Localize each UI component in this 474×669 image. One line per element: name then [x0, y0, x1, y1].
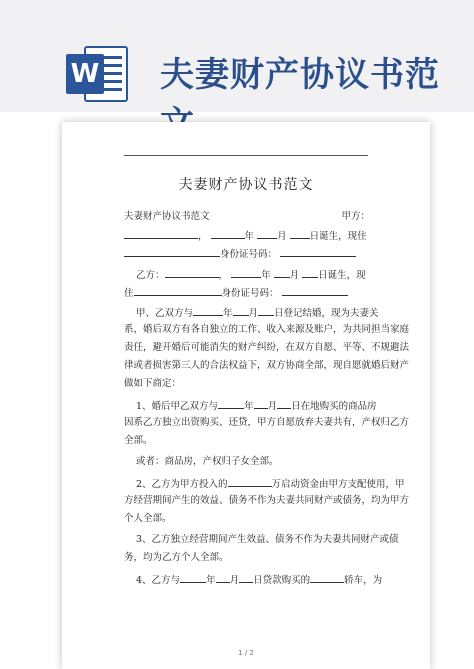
banner-title: 夫妻财产协议书范: [160, 55, 440, 95]
doc-text: 年: [244, 401, 254, 412]
doc-text: 月: [267, 401, 278, 412]
blank-field: [302, 268, 318, 278]
blank-field: [193, 306, 223, 316]
blank-field: [165, 268, 219, 278]
doc-text: ，: [198, 231, 208, 242]
doc-text: 住: [124, 288, 134, 299]
doc-text: 日在地购买的商品房: [291, 401, 377, 412]
doc-text: 乙方：: [136, 270, 165, 281]
doc-text: 身份证号码：: [221, 288, 279, 299]
doc-text: 月: [229, 575, 240, 586]
doc-line: [136, 268, 374, 282]
blank-field: [277, 399, 291, 409]
blank-field: [216, 573, 230, 583]
doc-line: 责任，避开婚后可能消失的财产纠纷，在双方自愿、平等、不规避法: [124, 342, 410, 353]
doc-line: [136, 399, 377, 413]
blank-field: [310, 573, 344, 583]
doc-text: 甲、乙双方与: [136, 308, 194, 319]
doc-line: [124, 229, 374, 243]
doc-text: 1、婚后甲乙双方与: [136, 401, 219, 412]
doc-text: 万启动资金由甲方支配使用，甲: [271, 479, 405, 490]
doc-text: 身份证号码：: [220, 249, 278, 260]
blank-field: [233, 306, 249, 316]
page-indicator: 1 / 2: [238, 649, 254, 657]
header-rule: [124, 155, 368, 156]
doc-text: 月: [289, 270, 300, 281]
doc-line: 个人全部。: [124, 513, 172, 524]
doc-text: 日贷款购买的: [253, 575, 311, 586]
doc-text: 2、乙方为甲方投入的: [136, 479, 228, 490]
doc-text: 年: [244, 231, 255, 242]
doc-line: [124, 286, 374, 300]
doc-text: 年: [261, 270, 271, 281]
doc-line: [124, 247, 374, 261]
blank-field: [290, 229, 310, 239]
doc-line: [136, 306, 379, 320]
doc-line: 因系乙方独立出资购买、还贷，甲方自愿放弃夫妻共有，产权归乙方: [124, 417, 410, 428]
doc-line: 务，均为乙方个人全部。: [124, 552, 229, 563]
doc-header-right: 甲方：: [341, 211, 370, 222]
doc-text: 月: [248, 308, 259, 319]
doc-text: 年: [223, 308, 233, 319]
blank-field: [124, 229, 198, 239]
doc-text: 轿车，为: [344, 575, 383, 586]
doc-line: 3、乙方独立经营期间产生效益、债务不作为夫妻共同财产或债: [136, 534, 399, 545]
blank-field: [211, 229, 245, 239]
doc-text: ，: [218, 270, 229, 281]
doc-line: 或者：商品房，产权归子女全部。: [136, 456, 279, 467]
doc-text: 4、乙方与: [136, 575, 181, 586]
doc-text: 日诞生，现: [318, 270, 366, 281]
blank-field: [218, 399, 244, 409]
doc-line: 做如下商定：: [124, 378, 182, 389]
doc-line: [136, 573, 383, 587]
blank-field: [280, 247, 356, 257]
doc-text: 年: [206, 575, 216, 586]
doc-line: 系，婚后双方有各自独立的工作、收入来源及账户，为共同担当家庭: [124, 324, 410, 335]
banner: [0, 0, 474, 112]
doc-text: 日诞生，现住: [309, 231, 367, 242]
doc-line: 方经营期间产生的效益、债务不作为夫妻共同财产或债务，均为甲方: [124, 495, 410, 506]
doc-line: 律或者损害第三人的合法权益下，双方协商全部，现自愿就婚后财产: [124, 360, 410, 371]
document-title: 夫妻财产协议书范文: [178, 177, 314, 193]
blank-field: [258, 306, 274, 316]
blank-field: [134, 286, 222, 296]
blank-field: [239, 573, 253, 583]
blank-field: [231, 268, 261, 278]
blank-field: [254, 399, 268, 409]
doc-header-line: [124, 211, 374, 223]
doc-line: 全部。: [124, 435, 153, 446]
doc-text: 月: [277, 231, 287, 242]
word-icon-letter: W: [66, 54, 104, 94]
blank-field: [282, 286, 348, 296]
doc-text: 日登记结婚，现为夫妻关: [274, 308, 379, 319]
word-icon: [66, 46, 130, 104]
blank-field: [180, 573, 206, 583]
blank-field: [124, 247, 220, 257]
document-page: [62, 122, 430, 669]
doc-line: [136, 477, 405, 491]
blank-field: [274, 268, 290, 278]
blank-field: [257, 229, 277, 239]
doc-header-left: 夫妻财产协议书范文: [124, 211, 210, 222]
blank-field: [228, 477, 272, 487]
